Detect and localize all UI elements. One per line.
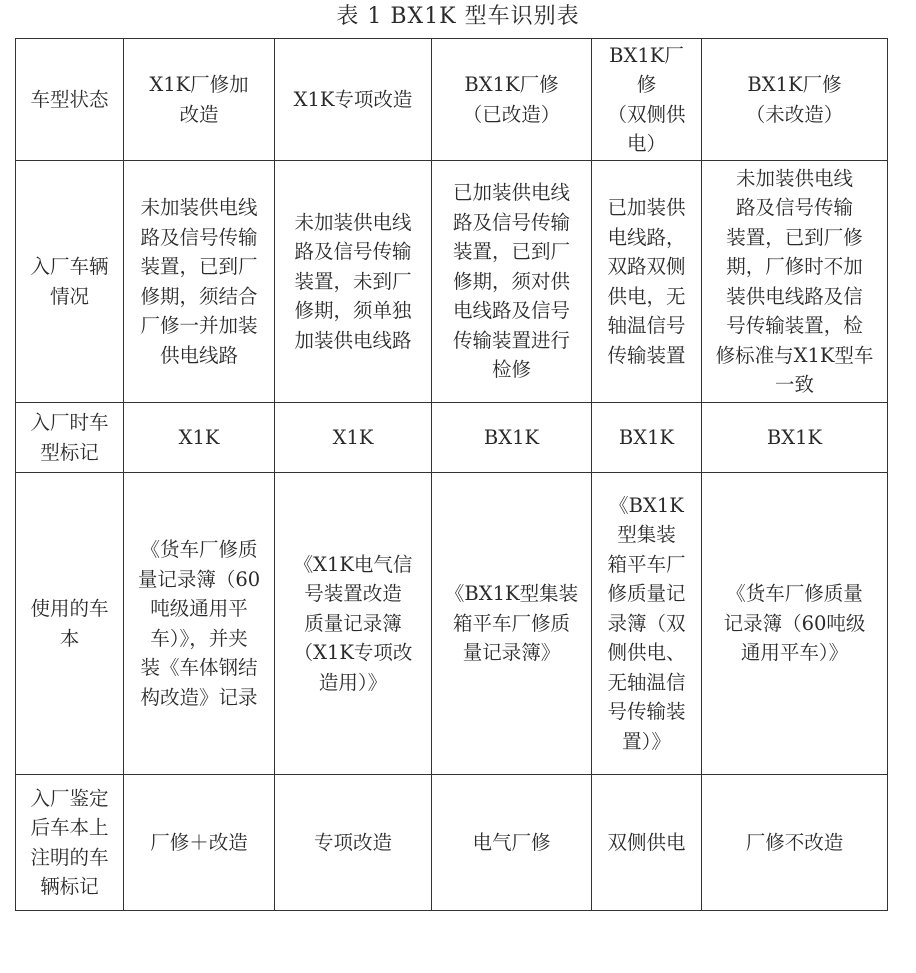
table-row [16, 473, 888, 775]
table-cell: 《BX1K 型集装 箱平车厂 修质量记 录簿（双 侧供电、 无轴温信 号传输装 置）》 [592, 473, 702, 775]
table-cell: 《BX1K型集装 箱平车厂修质 量记录簿》 [432, 473, 592, 775]
table-cell: 厂修不改造 [702, 775, 888, 911]
table-row [16, 161, 888, 403]
table-cell: 双侧供电 [592, 775, 702, 911]
table-cell: 未加装供电线 路及信号传输 装置，未到厂 修期，须单独 加装供电线路 [275, 161, 432, 403]
table-cell: BX1K [702, 403, 888, 473]
table-cell: 未加装供电线 路及信号传输 装置，已到厂 修期，须结合 厂修一并加装 供电线路 [124, 161, 275, 403]
column-header-cell: X1K专项改造 [275, 39, 432, 161]
table-cell: 未加装供电线 路及信号传输 装置，已到厂修 期，厂修时不加 装供电线路及信 号传输装置，检 修标准与X1K型车 一致 [702, 161, 888, 403]
column-header-cell: BX1K厂 修 （双侧供 电） [592, 39, 702, 161]
row-header-cell: 车型状态 [16, 39, 124, 161]
table-cell: BX1K [592, 403, 702, 473]
table-cell: X1K [124, 403, 275, 473]
row-header-cell: 入厂时车 型标记 [16, 403, 124, 473]
table-cell: X1K [275, 403, 432, 473]
table-cell: 已加装供 电线路， 双路双侧 供电，无 轴温信号 传输装置 [592, 161, 702, 403]
table-cell: 《货车厂修质 量记录簿（60 吨级通用平 车）》，并夹 装《车体钢结 构改造》记录 [124, 473, 275, 775]
table-row [16, 403, 888, 473]
header-row [16, 39, 888, 161]
row-header-cell: 入厂车辆 情况 [16, 161, 124, 403]
table-cell: 《X1K电气信 号装置改造 质量记录簿 （X1K专项改 造用）》 [275, 473, 432, 775]
column-header-cell: BX1K厂修 （未改造） [702, 39, 888, 161]
column-header-cell: BX1K厂修 （已改造） [432, 39, 592, 161]
table-cell: 专项改造 [275, 775, 432, 911]
table-cell: 《货车厂修质量 记录簿（60吨级 通用平车）》 [702, 473, 888, 775]
identification-table [15, 38, 888, 911]
table-cell: BX1K [432, 403, 592, 473]
table-row [16, 775, 888, 911]
table-cell: 已加装供电线 路及信号传输 装置，已到厂 修期，须对供 电线路及信号 传输装置进行 检修 [432, 161, 592, 403]
table-cell: 厂修＋改造 [124, 775, 275, 911]
column-header-cell: X1K厂修加 改造 [124, 39, 275, 161]
row-header-cell: 入厂鉴定 后车本上 注明的车 辆标记 [16, 775, 124, 911]
row-header-cell: 使用的车 本 [16, 473, 124, 775]
table-cell: 电气厂修 [432, 775, 592, 911]
table-title: 表 1 BX1K 型车识别表 [336, 4, 580, 29]
